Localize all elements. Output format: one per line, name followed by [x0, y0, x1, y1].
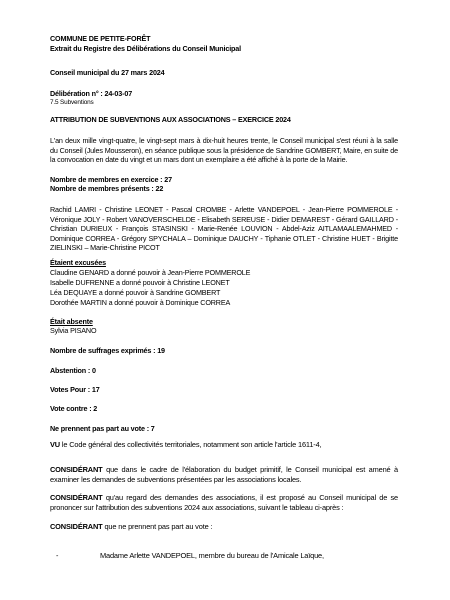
considerant-text: que ne prennent pas part au vote : — [102, 522, 213, 531]
votes-expressed: Nombre de suffrages exprimés : 19 — [50, 346, 165, 355]
registry-extract: Extrait du Registre des Délibérations du Conseil Municipal — [50, 44, 241, 53]
bullet-mark: - — [56, 551, 59, 560]
considerant-label: CONSIDÉRANT — [50, 465, 103, 474]
absent-heading: Était absente — [50, 317, 93, 326]
considerant-text: que dans le cadre de l'élaboration du budget primitif, le Conseil municipal est amené à examiner les demandes de subventions présentées par les associations locales. — [50, 465, 398, 484]
considerant-paragraph-3 — [50, 522, 398, 532]
votes-for: Votes Pour : 17 — [50, 385, 100, 394]
considerant-paragraph-2 — [50, 493, 398, 512]
votes-against: Vote contre : 2 — [50, 404, 98, 413]
intro-paragraph: L'an deux mille vingt-quatre, le vingt-sept mars à dix-huit heures trente, le Conseil municipal s'est réuni à la salle du Conseil (Jules Mousseron), en séance publique sous la présidence de Sandrine GOMBERT, Maire, en suite de la convocation en date du vingt et un mars dont un exemplaire a été affiché à la porte de la Mairie. — [50, 136, 398, 165]
vu-label: VU — [50, 440, 60, 449]
votes-abstention: Abstention : 0 — [50, 366, 96, 375]
considerant-paragraph-1 — [50, 465, 398, 484]
vu-text: le Code général des collectivités territoriales, notamment son article l'article 1611-4, — [59, 440, 322, 449]
session-date: Conseil municipal du 27 mars 2024 — [50, 68, 165, 77]
excused-line: Claudine GENARD a donné pouvoir à Jean-Pierre POMMEROLE — [50, 268, 251, 277]
considerant-text: qu'au regard des demandes des associations, il est proposé au Conseil municipal de se prononcer sur l'attribution des subventions 2024 aux associations, suivant le tableau ci-après : — [50, 493, 398, 512]
excused-line: Dorothée MARTIN a donné pouvoir à Dominique CORREA — [50, 298, 231, 307]
members-in-office: Nombre de membres en exercice : 27 — [50, 175, 172, 184]
absent-name: Sylvia PISANO — [50, 326, 97, 335]
document-title: ATTRIBUTION DE SUBVENTIONS AUX ASSOCIATIONS – EXERCICE 2024 — [50, 115, 291, 124]
considerant-label: CONSIDÉRANT — [50, 522, 103, 531]
members-present-count: Nombre de membres présents : 22 — [50, 184, 164, 193]
excused-heading: Étaient excusées — [50, 258, 106, 267]
bullet-text: Madame Arlette VANDEPOEL, membre du bureau de l'Amicale Laïque, — [100, 551, 324, 560]
vu-paragraph — [50, 440, 398, 450]
excused-line: Isabelle DUFRENNE a donné pouvoir à Christine LEONET — [50, 278, 230, 287]
commune-name: COMMUNE DE PETITE-FORÊT — [50, 34, 151, 43]
excused-line: Léa DEQUAYE a donné pouvoir à Sandrine GOMBERT — [50, 288, 221, 297]
deliberation-category: 7.5 Subventions — [50, 99, 94, 106]
considerant-label: CONSIDÉRANT — [50, 493, 103, 502]
votes-not-participating: Ne prennent pas part au vote : 7 — [50, 424, 155, 433]
deliberation-number: Délibération n° : 24-03-07 — [50, 89, 133, 98]
members-present-list: Rachid LAMRI - Christine LEONET - Pascal CROMBE - Arlette VANDEPOEL - Jean-Pierre POMMEROLE - Véronique JOLY - Robert VANOVERSCHELDE - Elisabeth SEREUSE - Didier DEMAREST - Gérard GAILLARD - Christian DURIEUX - François STASINSKI - Marie-Renée LOUVION - Abdel-Aziz AITLAMAALEMAHMED - Dominique CORREA - Grégory SPYCHALA – Dominique DAUCHY - Tiphanie OTLET - Christine HUET - Brigitte ZIELINSKI – Marie-Christine PICOT — [50, 205, 398, 253]
